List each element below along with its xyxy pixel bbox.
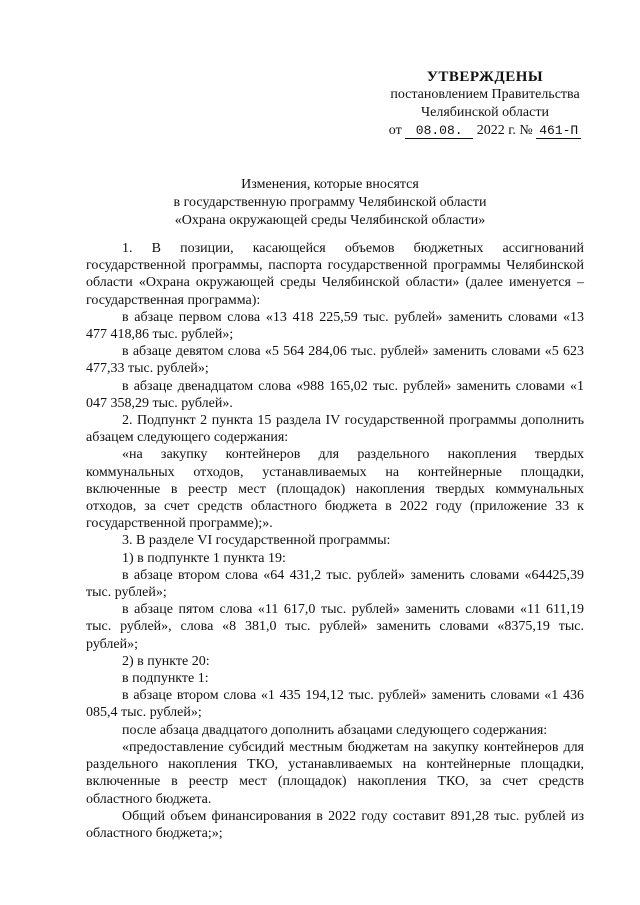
document-title (70, 176, 590, 230)
paragraph: «на закупку контейнеров для раздельного накопления твердых коммунальных отходов, устанавливаемых на контейнерные площадки, включенные в реестр мест (площадок) накопления твердых коммунальных отходов, за счет средств областного бюджета в 2022 году (приложение 33 к государственной программе);». (86, 447, 584, 532)
approval-date: 08.08. (405, 124, 473, 139)
date-prefix: от (388, 123, 402, 138)
paragraph: в абзаце пятом слова «11 617,0 тыс. рублей» заменить словами «11 611,19 тыс. рублей», слова «8 381,0 тыс. рублей» заменить словами «8375,19 тыс. рублей»; (86, 602, 584, 652)
approval-line-2: Челябинской области (421, 105, 549, 120)
paragraph: 1. В позиции, касающейся объемов бюджетных ассигнований государственной программы, паспорта государственной программы Челябинской области «Охрана окружающей среды Челябинской области» (далее именуется – государственная программа): (86, 241, 584, 308)
paragraph: 2. Подпункт 2 пункта 15 раздела IV государственной программы дополнить абзацем следующего содержания: (86, 413, 584, 446)
title-line-3: «Охрана окружающей среды Челябинской области» (174, 213, 486, 228)
paragraph: 3. В разделе VI государственной программы: (122, 533, 391, 549)
approval-date-line (360, 122, 610, 140)
approval-block (360, 68, 610, 140)
paragraph: 2) в пункте 20: (122, 653, 210, 669)
paragraph: в подпункте 1: (122, 671, 209, 687)
paragraph: «предоставление субсидий местным бюджетам на закупку контейнеров для раздельного накопления ТКО, устанавливаемых на контейнерные площадки, включенные в реестр мест (площадок) накопления ТКО, за счет средств областного бюджета. (86, 739, 584, 807)
title-line-2: в государственную программу Челябинской области (173, 195, 487, 210)
year-text: 2022 г. № (476, 123, 533, 138)
paragraph: в абзаце девятом слова «5 564 284,06 тыс. рублей» заменить словами «5 623 477,33 тыс. рублей»; (86, 344, 584, 377)
approval-number: 461-П (536, 124, 581, 139)
title-line-1: Изменения, которые вносятся (241, 177, 419, 192)
paragraph: 1) в подпункте 1 пункта 19: (122, 550, 286, 566)
paragraph: после абзаца двадцатого дополнить абзацами следующего содержания: (122, 722, 548, 738)
paragraph: Общий объем финансирования в 2022 году составит 891,28 тыс. рублей из областного бюджета;»; (86, 808, 584, 841)
paragraph: в абзаце двенадцатом слова «988 165,02 тыс. рублей» заменить словами «1 047 358,29 тыс. рублей». (86, 378, 584, 411)
paragraph: в абзаце втором слова «1 435 194,12 тыс. рублей» заменить словами «1 436 085,4 тыс. рублей»; (86, 688, 584, 721)
paragraph: в абзаце втором слова «64 431,2 тыс. рублей» заменить словами «64425,39 тыс. рублей»; (86, 567, 584, 601)
document-body (86, 240, 584, 842)
approval-line-1: постановлением Правительства (390, 87, 580, 102)
approval-heading: УТВЕРЖДЕНЫ (426, 69, 544, 85)
paragraph: в абзаце первом слова «13 418 225,59 тыс. рублей» заменить словами «13 477 418,86 тыс. рублей»; (86, 309, 584, 343)
